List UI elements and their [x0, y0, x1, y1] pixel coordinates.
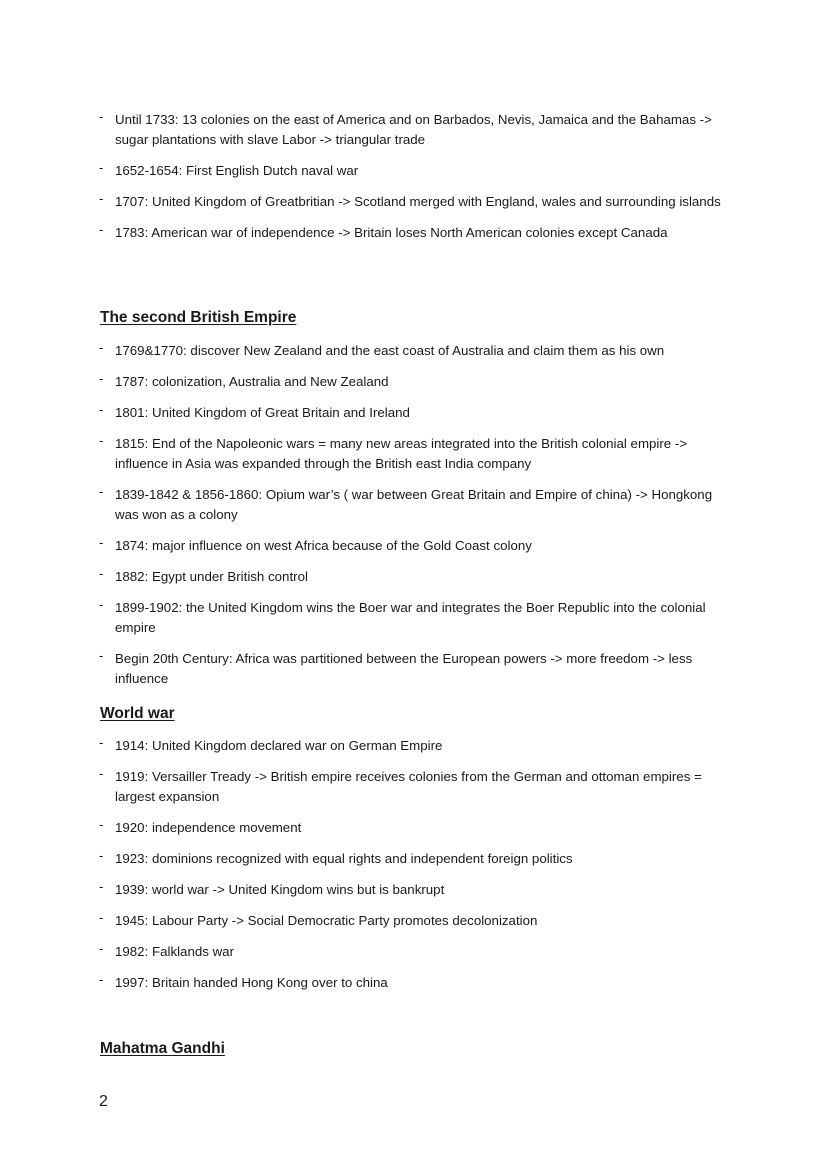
- bullet-dash: -: [99, 972, 104, 987]
- list-item: [99, 736, 739, 756]
- list-item-text: Begin 20th Century: Africa was partitioned between the European powers -> more freedom -> less influence: [115, 651, 693, 686]
- list-item: [99, 536, 739, 556]
- list-item: [99, 911, 739, 931]
- list-item: [99, 403, 739, 423]
- list-item-text: 1914: United Kingdom declared war on German Empire: [115, 738, 443, 753]
- bullet-dash: -: [99, 910, 104, 925]
- list-item: [99, 973, 739, 993]
- list-item-text: Until 1733: 13 colonies on the east of America and on Barbados, Nevis, Jamaica and the Bahamas -> sugar plantations with slave Labor -> triangular trade: [115, 112, 712, 147]
- bullet-dash: -: [99, 535, 104, 550]
- list-item-text: 1874: major influence on west Africa because of the Gold Coast colony: [115, 538, 532, 553]
- list-item-text: 1945: Labour Party -> Social Democratic Party promotes decolonization: [115, 913, 538, 928]
- list-item-text: 1783: American war of independence -> Britain loses North American colonies except Canada: [115, 225, 668, 240]
- list-item: [99, 880, 739, 900]
- section-heading-second-empire: The second British Empire: [100, 309, 297, 326]
- list-item: [99, 942, 739, 962]
- bullet-dash: -: [99, 735, 104, 750]
- bullet-dash: -: [99, 160, 104, 175]
- bullet-dash: -: [99, 566, 104, 581]
- bullet-dash: -: [99, 191, 104, 206]
- list-item-text: 1919: Versailler Tready -> British empire receives colonies from the German and ottoman empires = largest expansion: [115, 769, 702, 804]
- intro-list: [99, 110, 739, 254]
- list-item: [99, 485, 739, 525]
- list-item-text: 1997: Britain handed Hong Kong over to china: [115, 975, 388, 990]
- list-item-text: 1882: Egypt under British control: [115, 569, 308, 584]
- list-item-text: 1939: world war -> United Kingdom wins but is bankrupt: [115, 882, 445, 897]
- bullet-dash: -: [99, 848, 104, 863]
- second-empire-list: [99, 341, 739, 700]
- world-war-list: [99, 736, 739, 1004]
- bullet-dash: -: [99, 941, 104, 956]
- list-item: [99, 767, 739, 807]
- section-heading-world-war: World war: [100, 705, 175, 722]
- bullet-dash: -: [99, 371, 104, 386]
- list-item: [99, 161, 739, 181]
- bullet-dash: -: [99, 433, 104, 448]
- list-item: [99, 818, 739, 838]
- list-item: [99, 110, 739, 150]
- list-item-text: 1920: independence movement: [115, 820, 302, 835]
- list-item-text: 1899-1902: the United Kingdom wins the Boer war and integrates the Boer Republic into the colonial empire: [115, 600, 706, 635]
- section-heading-gandhi: Mahatma Gandhi: [100, 1040, 225, 1057]
- list-item: [99, 598, 739, 638]
- bullet-dash: -: [99, 766, 104, 781]
- list-item-text: 1839-1842 & 1856-1860: Opium war’s ( war between Great Britain and Empire of china) -> Hongkong was won as a colony: [115, 487, 713, 522]
- list-item-text: 1815: End of the Napoleonic wars = many new areas integrated into the British colonial empire -> influence in Asia was expanded through the British east India company: [115, 436, 688, 471]
- bullet-dash: -: [99, 648, 104, 663]
- bullet-dash: -: [99, 222, 104, 237]
- bullet-dash: -: [99, 109, 104, 124]
- list-item: [99, 192, 739, 212]
- list-item: [99, 849, 739, 869]
- bullet-dash: -: [99, 879, 104, 894]
- list-item: [99, 567, 739, 587]
- list-item-text: 1982: Falklands war: [115, 944, 234, 959]
- page-number: 2: [99, 1093, 108, 1110]
- list-item-text: 1769&1770: discover New Zealand and the east coast of Australia and claim them as his own: [115, 343, 665, 358]
- list-item: [99, 434, 739, 474]
- bullet-dash: -: [99, 597, 104, 612]
- list-item-text: 1787: colonization, Australia and New Zealand: [115, 374, 389, 389]
- bullet-dash: -: [99, 817, 104, 832]
- bullet-dash: -: [99, 340, 104, 355]
- bullet-dash: -: [99, 484, 104, 499]
- list-item-text: 1652-1654: First English Dutch naval war: [115, 163, 359, 178]
- list-item-text: 1801: United Kingdom of Great Britain and Ireland: [115, 405, 410, 420]
- bullet-dash: -: [99, 402, 104, 417]
- list-item: [99, 223, 739, 243]
- list-item: [99, 649, 739, 689]
- list-item-text: 1707: United Kingdom of Greatbritian -> Scotland merged with England, wales and surrounding islands: [115, 194, 721, 209]
- list-item: [99, 372, 739, 392]
- list-item-text: 1923: dominions recognized with equal rights and independent foreign politics: [115, 851, 573, 866]
- list-item: [99, 341, 739, 361]
